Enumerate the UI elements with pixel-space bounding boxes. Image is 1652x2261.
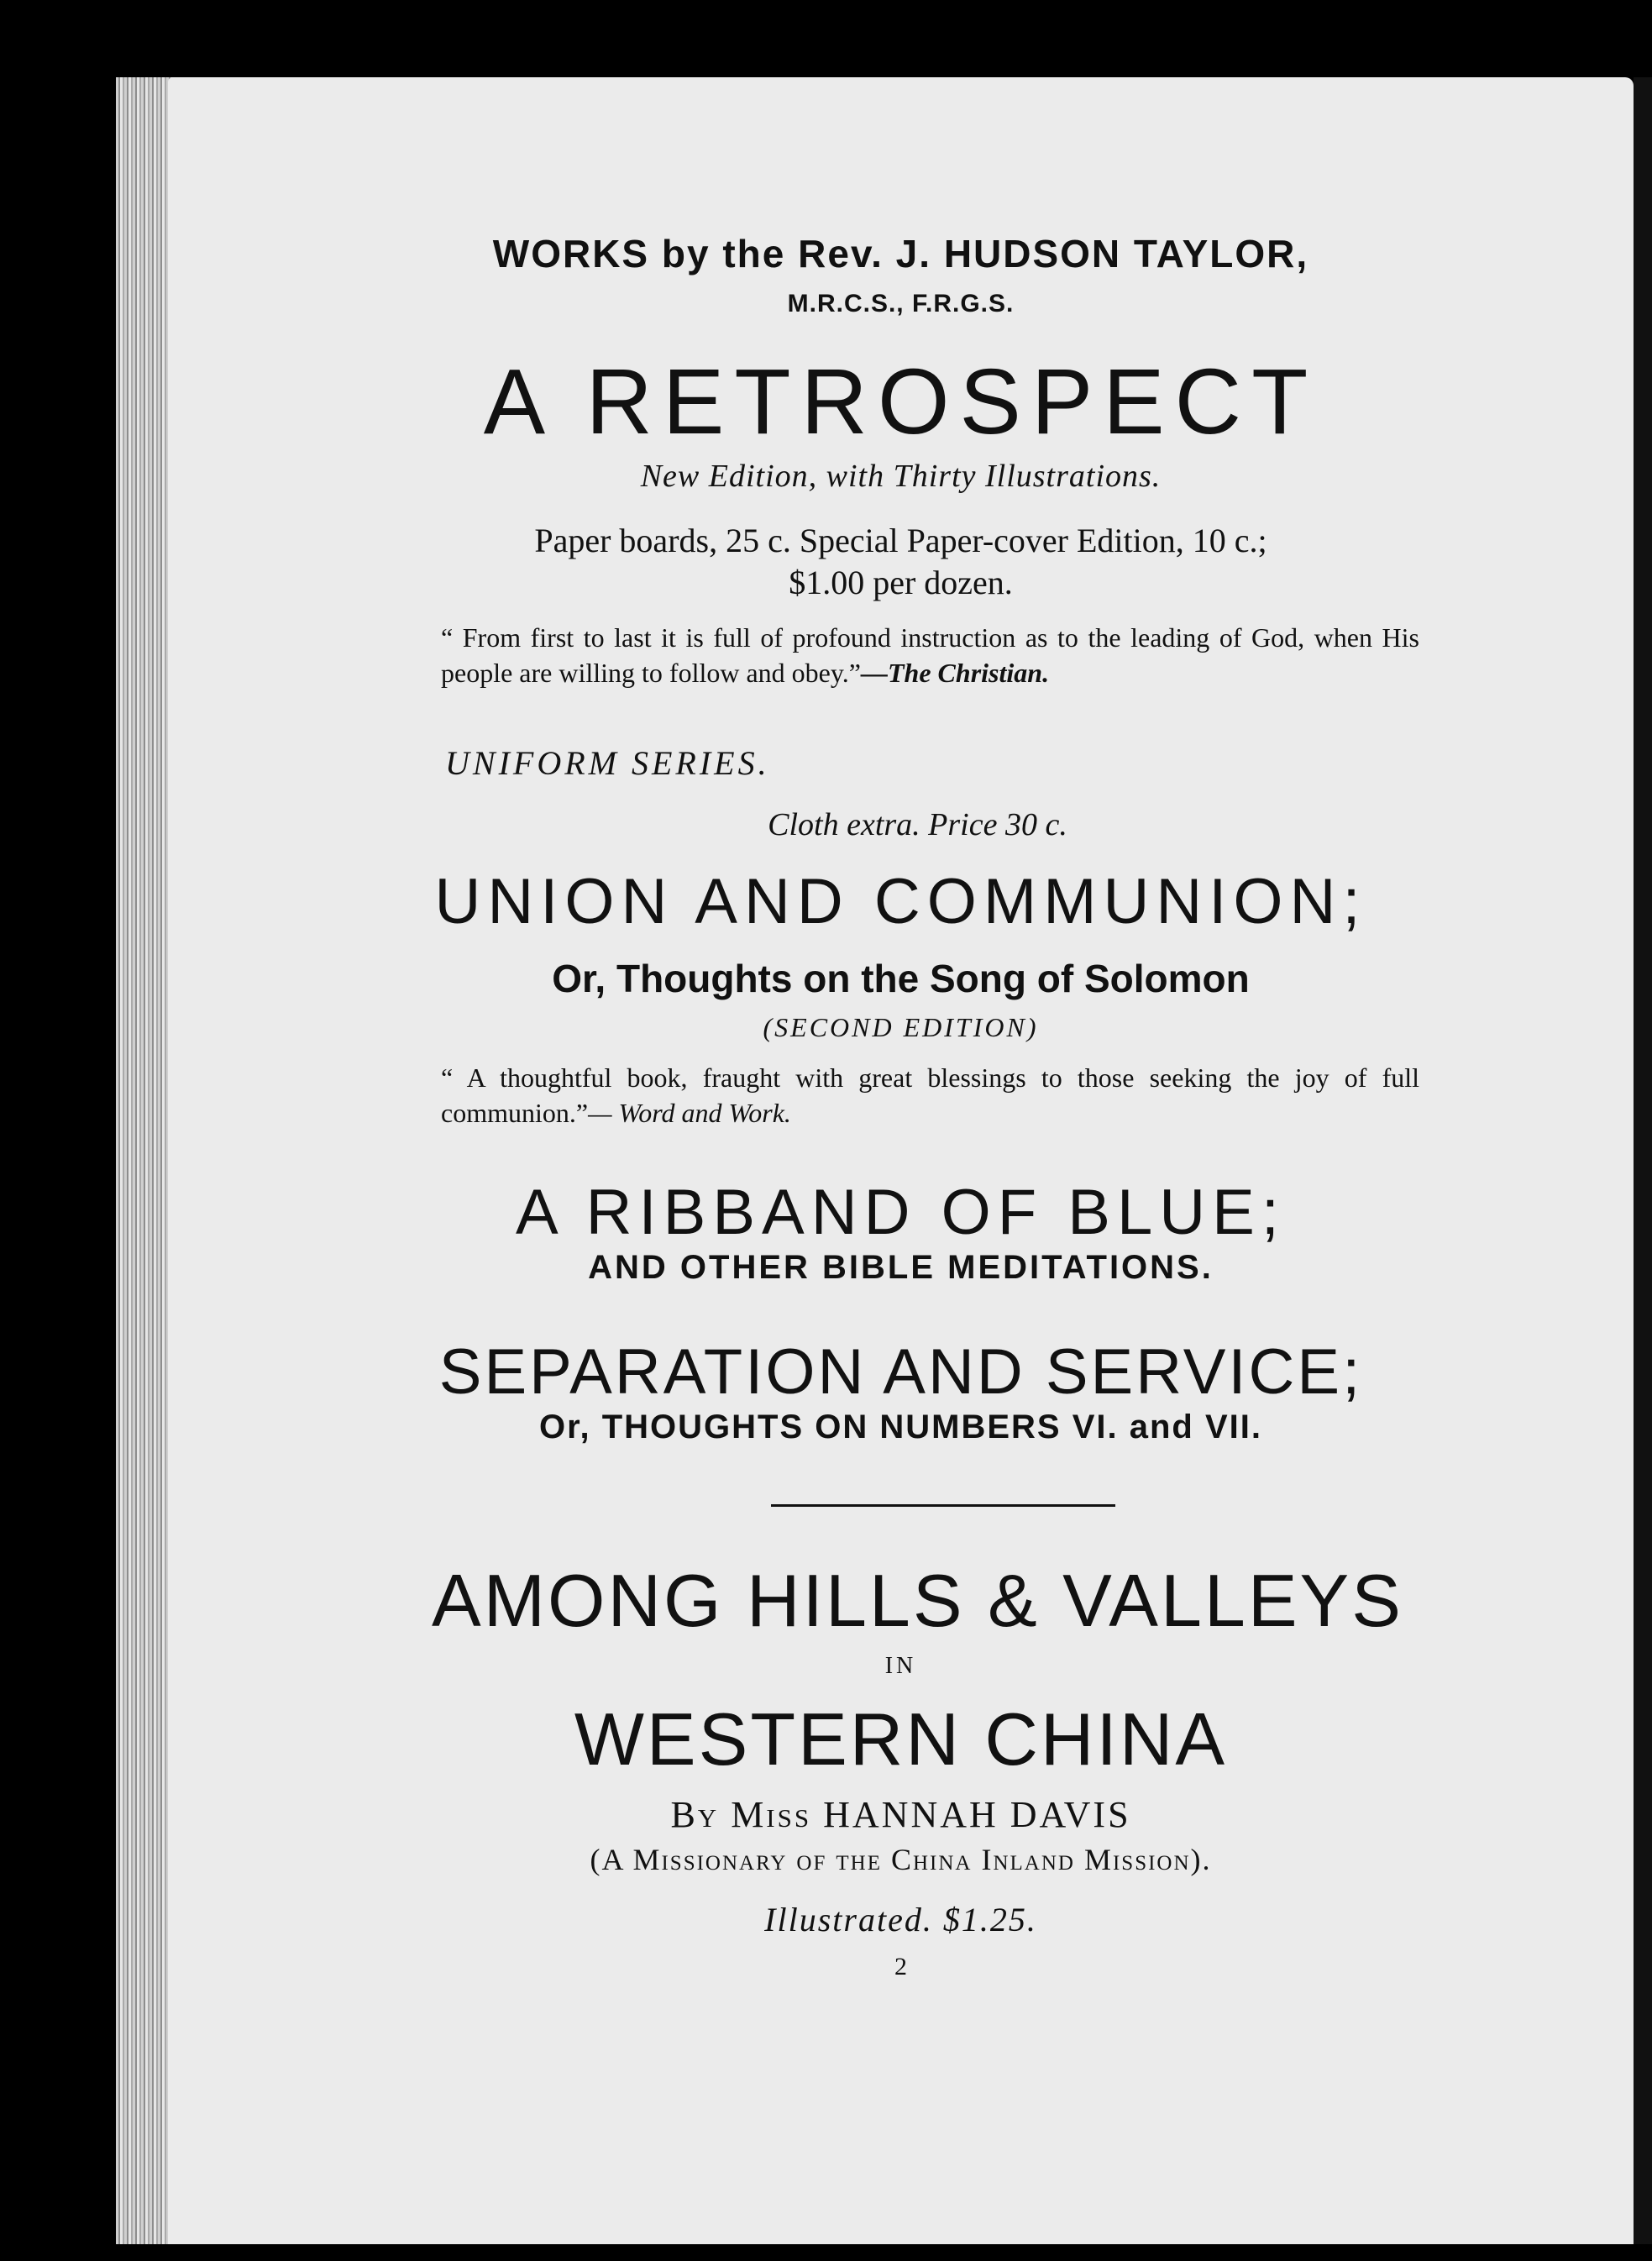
among-hills-price: Illustrated. $1.25. — [764, 1901, 1037, 1938]
union-quote: “ A thoughtful book, fraught with great blessings to those seeking the joy of full communion.” — [441, 1062, 1419, 1128]
section-divider — [771, 1504, 1115, 1507]
uniform-series-price: Cloth extra. Price 30 c. — [768, 807, 1067, 842]
among-hills-in: IN — [884, 1653, 917, 1679]
retrospect-price-2: $1.00 per dozen. — [789, 564, 1013, 601]
union-review — [441, 1060, 1419, 1130]
separation-subtitle: Or, THOUGHTS ON NUMBERS VI. and VII. — [539, 1409, 1262, 1445]
retrospect-edition: New Edition, with Thirty Illustrations. — [640, 459, 1162, 494]
page-shadow — [1634, 77, 1652, 2244]
retrospect-review — [441, 620, 1419, 690]
union-title: UNION AND COMMUNION; — [434, 866, 1367, 937]
separation-title: SEPARATION AND SERVICE; — [438, 1336, 1363, 1408]
union-subtitle: Or, Thoughts on the Song of Solomon — [552, 957, 1250, 1000]
ribband-title: A RIBBAND OF BLUE; — [516, 1177, 1286, 1248]
retrospect-quote-source: —The Christian. — [861, 658, 1050, 688]
retrospect-price-1: Paper boards, 25 c. Special Paper-cover Edition, 10 c.; — [534, 522, 1267, 559]
uniform-series-heading: UNIFORM SERIES. — [445, 744, 770, 782]
retrospect-title: A RETROSPECT — [483, 350, 1319, 454]
retrospect-quote: “ From first to last it is full of profound instruction as to the leading of God, when His people are willing to follow and obey.” — [441, 622, 1419, 688]
page-number: 2 — [894, 1953, 907, 1980]
book-author: By Miss HANNAH DAVIS — [670, 1794, 1131, 1835]
union-quote-source: — Word and Work. — [588, 1098, 791, 1128]
western-china-title: WESTERN CHINA — [574, 1697, 1228, 1781]
author-credentials: M.R.C.S., F.R.G.S. — [787, 290, 1015, 317]
among-hills-title: AMONG HILLS & VALLEYS — [432, 1559, 1403, 1642]
ribband-subtitle: AND OTHER BIBLE MEDITATIONS. — [588, 1249, 1214, 1286]
works-by-heading: WORKS by the Rev. J. HUDSON TAYLOR, — [492, 232, 1309, 275]
book-author-affiliation: (A Missionary of the China Inland Mission). — [590, 1843, 1212, 1876]
union-edition: (SECOND EDITION) — [763, 1012, 1039, 1042]
